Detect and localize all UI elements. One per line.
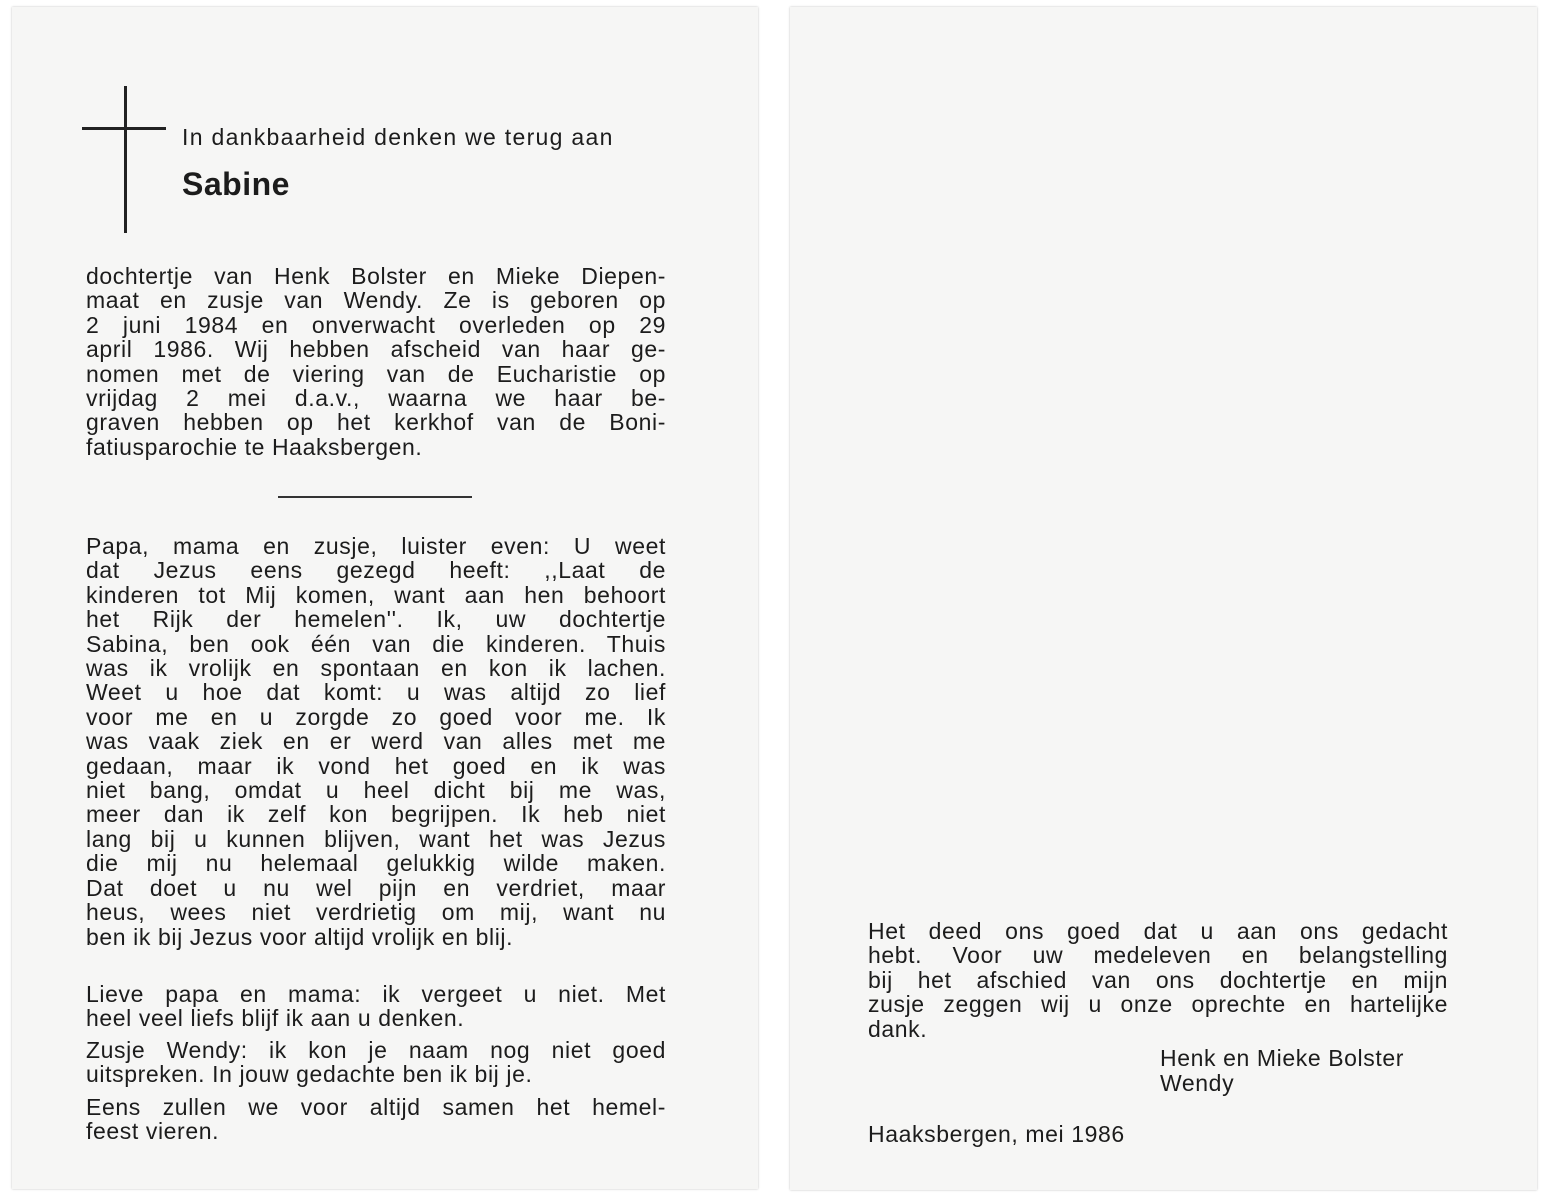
text-line: niet bang, omdat u heel dicht bij me was, [86, 777, 666, 804]
text-line: 2 juni 1984 en onverwacht overleden op 29 [86, 311, 666, 338]
message-paragraph [86, 534, 666, 949]
divider [278, 496, 472, 498]
text-line: dank. [868, 1015, 928, 1042]
text-line: zusje zeggen wij u onze oprechte en hartelijke [868, 991, 1448, 1018]
place-date: Haaksbergen, mei 1986 [868, 1121, 1125, 1147]
text-line: voor me en u zorgde zo goed voor me. Ik [86, 703, 666, 730]
text-line: graven hebben op het kerkhof van de Boni- [86, 409, 666, 436]
text-line: feest vieren. [86, 1118, 220, 1145]
signature-line: Henk en Mieke Bolster [1160, 1045, 1404, 1071]
parents-paragraph [86, 982, 666, 1031]
text-line: gedaan, maar ik vond het goed en ik was [86, 752, 666, 779]
thanks-paragraph [868, 919, 1448, 1041]
text-line: kinderen tot Mij komen, want aan hen behoort [86, 581, 666, 608]
text-line: meer dan ik zelf kon begrijpen. Ik heb niet [86, 801, 666, 828]
text-line: hebt. Voor uw medeleven en belangstelling [868, 942, 1448, 969]
biography-paragraph [86, 264, 666, 459]
text-line: Dat doet u nu wel pijn en verdriet, maar [86, 874, 666, 901]
text-line: nomen met de viering van de Eucharistie op [86, 360, 666, 387]
cross-icon [124, 86, 127, 233]
text-line: fatiusparochie te Haaksbergen. [86, 433, 423, 460]
signature [1160, 1046, 1404, 1096]
cross-icon-bar [82, 127, 166, 130]
deceased-name: Sabine [182, 166, 290, 202]
text-line: die mij nu helemaal gelukkig wilde maken. [86, 850, 666, 877]
text-line: uitspreken. In jouw gedachte ben ik bij je. [86, 1061, 533, 1088]
text-line: Zusje Wendy: ik kon je naam nog niet goed [86, 1037, 666, 1063]
text-line: ben ik bij Jezus voor altijd vrolijk en blij. [86, 923, 514, 950]
text-line: dochtertje van Henk Bolster en Mieke Diepen- [86, 263, 666, 289]
intro-text: In dankbaarheid denken we terug aan [182, 124, 614, 150]
text-line: lang bij u kunnen blijven, want het was Jezus [86, 825, 666, 852]
sister-paragraph [86, 1038, 666, 1087]
text-line: Sabina, ben ook één van die kinderen. Thuis [86, 630, 666, 657]
text-line: heus, wees niet verdrietig om mij, want nu [86, 899, 666, 926]
text-line: Weet u hoe dat komt: u was altijd zo lief [86, 679, 666, 706]
text-line: maat en zusje van Wendy. Ze is geboren op [86, 287, 666, 314]
text-line: april 1986. Wij hebben afscheid van haar ge- [86, 336, 666, 363]
text-line: was vaak ziek en er werd van alles met me [86, 728, 666, 755]
text-line: Eens zullen we voor altijd samen het hemel- [86, 1094, 666, 1120]
text-line: Papa, mama en zusje, luister even: U weet [86, 533, 666, 559]
text-line: Lieve papa en mama: ik vergeet u niet. Met [86, 981, 666, 1007]
text-line: bij het afschied van ons dochtertje en mijn [868, 966, 1448, 993]
text-line: Het deed ons goed dat u aan ons gedacht [868, 918, 1448, 944]
text-line: het Rijk der hemelen''. Ik, uw dochtertje [86, 606, 666, 633]
text-line: was ik vrolijk en spontaan en kon ik lachen. [86, 655, 666, 682]
closing-paragraph [86, 1095, 666, 1144]
text-line: vrijdag 2 mei d.a.v., waarna we haar be- [86, 385, 666, 412]
text-line: dat Jezus eens gezegd heeft: ,,Laat de [86, 557, 666, 584]
text-line: heel veel liefs blijf ik aan u denken. [86, 1005, 465, 1032]
signature-line: Wendy [1160, 1070, 1235, 1096]
